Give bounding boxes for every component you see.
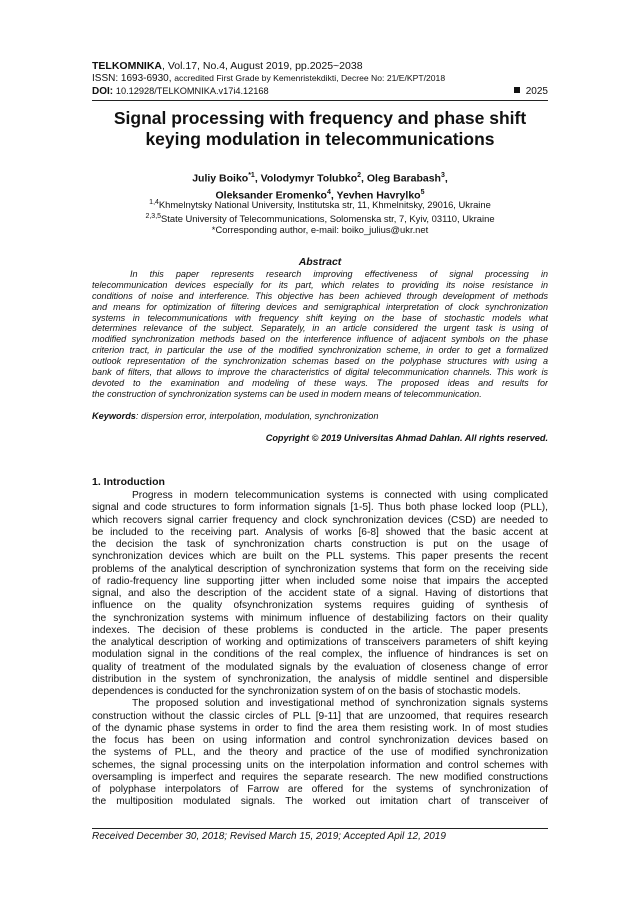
body-line: of radio-frequency line supporting jitter when included some noise that impairs the accepted	[92, 575, 548, 587]
body-line: quality of treatment of the modulated signals by the evaluation of closeness change of error	[92, 661, 548, 673]
body-line: of the dynamic phase systems in order to find the area them resisting work. In of most studies	[92, 722, 548, 734]
abstract-line: In this paper represents research improving effectiveness of signal processing in	[130, 269, 548, 279]
body-line: modulation signal in the conditions of the real complex, the influence of hindrances is set on	[92, 649, 548, 661]
body-line: which recovers signal carrier frequency and clock synchronization devices (CSD) are needed to	[92, 514, 548, 526]
body-line: oversampling is imperfect and requires the separate research. The new modified constructions	[92, 771, 548, 783]
paper-title	[92, 108, 548, 150]
section-heading: 1. Introduction	[92, 476, 165, 488]
abstract-line: outlook representation of the synchronization schemas based on the polyphase structures with using a	[92, 356, 548, 367]
body-line: dependences is conducted for the synchronization system of on the basis of stochastic models.	[92, 686, 521, 697]
body-line: the systems of PLL, and the theory and practice of the use of modified synchronization	[92, 747, 548, 759]
received-dates: Received December 30, 2018; Revised March 15, 2019; Accepted Apil 12, 2019	[92, 831, 446, 842]
header-divider	[92, 100, 548, 101]
doi-line	[92, 86, 548, 97]
body-line: The proposed solution and investigational method of synchronization signals systems	[132, 698, 548, 710]
issn-line	[92, 73, 548, 84]
corresponding-author: *Corresponding author, e-mail: boiko_julius@ukr.net	[211, 224, 429, 236]
abstract-heading: Abstract	[298, 256, 342, 268]
square-bullet-icon	[514, 87, 520, 93]
body-line: indexes. The decision of these problems is conducted in the article. The paper presents	[92, 624, 548, 636]
footer-divider	[92, 828, 548, 829]
abstract-line: devoted to the examination and modeling of these ways. The proposed ideas and results for	[92, 377, 548, 388]
body-line: construction without the classic circles of PLL [9-11] that are unzoomed, that requires research	[92, 710, 548, 722]
body-line: the analytical description of working and optimizations of transceivers parameters of shift keying	[92, 637, 548, 648]
title-line: keying modulation in telecommunications	[145, 129, 495, 149]
body-line: signal and code structures to form information signals [1-5]. Thus both phase locked loop (PLL),	[92, 502, 548, 514]
body-line: distribution in the system of synchronization, the analysis of middle sentinel and dispersible	[92, 673, 548, 685]
abstract-line: conditions of noise and interference. This objective has been achieved through development of methods	[92, 290, 548, 301]
copyright-notice: Copyright © 2019 Universitas Ahmad Dahlan. All rights reserved.	[265, 433, 548, 443]
abstract-line: telecommunication devices especially for its part, which relates to providing its noise resistance in	[92, 279, 548, 290]
affiliation-1: $^{1,4}$Khmelnytsky National University, Institutska str, 11, Khmelnitsky, 29016, Ukraine	[149, 199, 491, 211]
affiliations	[92, 197, 548, 236]
affiliation-2: $^{2,3,5}$State University of Telecommunications, Solomenska str, 7, Kyiv, 03110, Ukraine	[145, 212, 495, 224]
volume-info: , Vol.17, No.4, August 2019, pp.2025~2038	[162, 60, 363, 72]
journal-header	[92, 60, 548, 72]
body-line: the decision the task of synchronization charts construction is put on the usage of	[92, 539, 548, 550]
body-line: problems of the analytical description of synchronization systems that form on the receiving side	[92, 563, 548, 575]
abstract-body	[92, 269, 548, 400]
body-line: the focus has been on using information and control synchronization devices based on	[92, 735, 548, 746]
abstract-line: systems in telecommunications with frequency shift keying on the base of stochastic models what	[92, 312, 548, 323]
doi-value: 10.12928/TELKOMNIKA.v17i4.12168	[115, 86, 269, 96]
body-line: synchronization devices which are built on the PLL systems. This paper presents the recent	[92, 551, 548, 563]
abstract-line: bank of filters, that allows to improve the characteristics of digital telecommunication channels. This work is	[92, 367, 548, 378]
body-line: be included to the receiving part. Analysis of works [6-8] showed that the basic accent at	[92, 526, 548, 538]
body-line: influence on the quality ofsynchronization systems requires guiding of synthesis of	[92, 600, 548, 612]
title-line: Signal processing with frequency and phase shift	[113, 108, 527, 128]
abstract-line: the construction of synchronization systems can be used in modern means of telecommunication.	[92, 388, 482, 399]
author-list: Juliy Boiko$^{*1}$, Volodymyr Tolubko$^2$, Oleg Barabash$^3$, Oleksander Eromenko$^4$, Yevhen Havrylko$^5$	[192, 172, 448, 201]
body-line: schemes, the signal processing units on the interpolation information and control schemes with	[92, 759, 548, 771]
keywords-label: Keywords	[92, 411, 136, 421]
issn: ISSN: 1693-6930,	[92, 73, 175, 84]
keywords	[92, 411, 548, 421]
body-line: the synchronization systems with minimum influence of destabilizing factors on their quality	[92, 612, 548, 624]
introduction-body	[92, 490, 548, 809]
body-line: Progress in modern telecommunication systems is connected with using complicated	[132, 490, 548, 501]
abstract-line: modified synchronization methods based on the interference influence of adjacent symbols on the phase	[92, 334, 548, 345]
body-line: of polyphase interpolators of Farrow are offered for the systems of synchronization of	[92, 784, 548, 795]
abstract-line: determines relevance of the subject. Separately, in an article considered the urgent task is using of	[92, 323, 548, 334]
accreditation: accredited First Grade by Kemenristekdikti, Decree No: 21/E/KPT/2018	[174, 73, 446, 83]
keywords-text: : dispersion error, interpolation, modulation, synchronization	[135, 411, 379, 421]
abstract-line: criterion tract, in particular the use of the modified synchronization scheme, in order to get a formalized	[92, 345, 548, 356]
journal-name: TELKOMNIKA	[92, 60, 162, 72]
body-line: the multiposition modulated signals. The worked out imitation chart of transceiver of	[92, 796, 548, 808]
page-number: 2025	[514, 86, 548, 97]
doi-label: DOI:	[92, 86, 116, 97]
abstract-line: and means for optimization of filtering devices and semigraphical interpretation of clock synchronization	[92, 301, 548, 312]
body-line: signal, and also the description of the accident state of a signal. Having of distortions that	[92, 588, 548, 599]
